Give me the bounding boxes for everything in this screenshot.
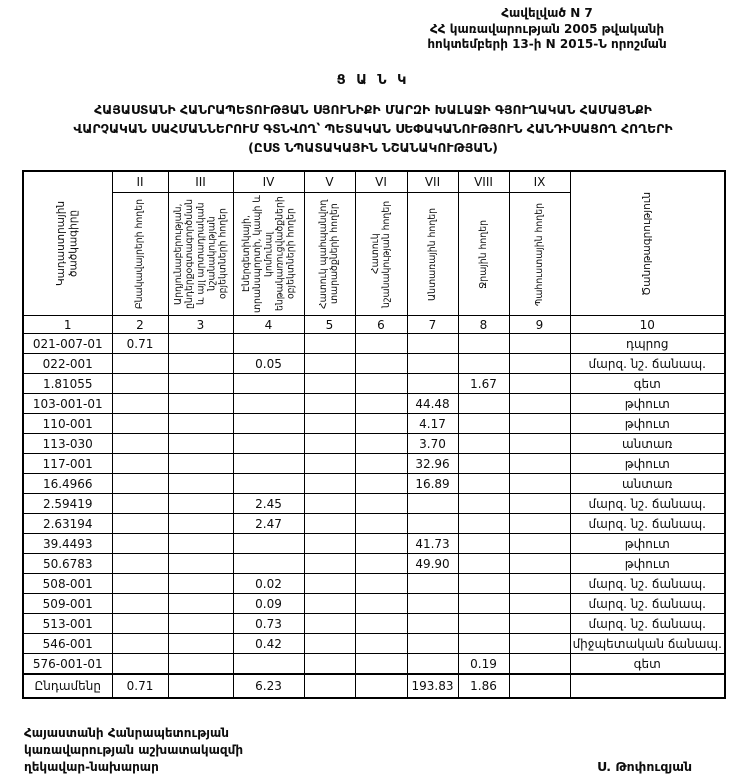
note-cell: մարզ. նշ. ճանապ. bbox=[570, 574, 725, 594]
value-cell bbox=[304, 614, 355, 634]
total-value-cell bbox=[570, 674, 725, 698]
value-cell bbox=[509, 394, 570, 414]
note-cell: թփուտ bbox=[570, 554, 725, 574]
column-number: 4 bbox=[233, 316, 304, 334]
value-cell bbox=[509, 534, 570, 554]
value-cell bbox=[355, 534, 407, 554]
value-cell bbox=[112, 534, 168, 554]
column-number-row bbox=[23, 316, 725, 334]
column-header bbox=[509, 193, 570, 316]
value-cell bbox=[509, 414, 570, 434]
value-cell: 0.73 bbox=[233, 614, 304, 634]
value-cell bbox=[304, 414, 355, 434]
value-cell bbox=[407, 514, 458, 534]
table-row bbox=[23, 334, 725, 354]
title-line: ՀԱՅԱՍՏԱՆԻ ՀԱՆՐԱՊԵՏՈՒԹՅԱՆ ՍՅՈՒՆԻՔԻ ՄԱՐԶԻ ԽԱԼԱՋԻ ԳՅՈՒՂԱԿԱՆ ՀԱՄԱՅՆՔԻ bbox=[94, 101, 652, 117]
vertical-text: Էներգետիկայի, տրանսպորտի, կապի և կոմունալ ենթակառուցվածքների օբյեկտների հողեր bbox=[240, 195, 297, 314]
value-cell bbox=[304, 594, 355, 614]
note-cell: անտառ bbox=[570, 474, 725, 494]
value-cell bbox=[112, 494, 168, 514]
value-cell: 44.48 bbox=[407, 394, 458, 414]
value-cell bbox=[233, 334, 304, 354]
note-cell: թփուտ bbox=[570, 454, 725, 474]
value-cell bbox=[355, 614, 407, 634]
table-row bbox=[23, 374, 725, 394]
table-row bbox=[23, 594, 725, 614]
value-cell bbox=[355, 634, 407, 654]
value-cell: 0.19 bbox=[458, 654, 509, 675]
cadastral-code-cell: 508-001 bbox=[23, 574, 112, 594]
value-cell: 32.96 bbox=[407, 454, 458, 474]
cadastral-code-cell: 546-001 bbox=[23, 634, 112, 654]
note-cell: միջպետական ճանապ. bbox=[570, 634, 725, 654]
cadastral-code-cell: 1.81055 bbox=[23, 374, 112, 394]
total-value-cell bbox=[168, 674, 233, 698]
value-cell bbox=[458, 354, 509, 374]
cadastral-code-cell: 022-001 bbox=[23, 354, 112, 374]
value-cell bbox=[304, 494, 355, 514]
cadastral-code-cell: 513-001 bbox=[23, 614, 112, 634]
value-cell bbox=[112, 474, 168, 494]
vertical-text-wrap bbox=[24, 172, 112, 315]
value-cell bbox=[509, 554, 570, 574]
value-cell bbox=[458, 454, 509, 474]
value-cell bbox=[168, 554, 233, 574]
value-cell bbox=[509, 454, 570, 474]
value-cell bbox=[168, 454, 233, 474]
total-value-cell: 6.23 bbox=[233, 674, 304, 698]
value-cell bbox=[168, 634, 233, 654]
signature-name: Ս. Թոփուզյան bbox=[597, 758, 692, 774]
signatory-title bbox=[24, 725, 243, 775]
column-header bbox=[233, 193, 304, 316]
value-cell bbox=[168, 334, 233, 354]
value-cell: 3.70 bbox=[407, 434, 458, 454]
value-cell bbox=[112, 454, 168, 474]
cadastral-code-cell: 103-001-01 bbox=[23, 394, 112, 414]
value-cell bbox=[458, 614, 509, 634]
value-cell bbox=[355, 334, 407, 354]
value-cell bbox=[458, 534, 509, 554]
vertical-text-wrap bbox=[234, 193, 304, 315]
value-cell: 0.09 bbox=[233, 594, 304, 614]
value-cell bbox=[168, 374, 233, 394]
table-row bbox=[23, 394, 725, 414]
value-cell bbox=[458, 554, 509, 574]
value-cell bbox=[112, 434, 168, 454]
value-cell bbox=[509, 514, 570, 534]
value-cell bbox=[233, 394, 304, 414]
table-row bbox=[23, 494, 725, 514]
value-cell bbox=[458, 634, 509, 654]
cadastral-code-cell: 2.63194 bbox=[23, 514, 112, 534]
value-cell bbox=[233, 434, 304, 454]
note-cell: դպրոց bbox=[570, 334, 725, 354]
value-cell bbox=[233, 374, 304, 394]
value-cell bbox=[509, 634, 570, 654]
value-cell bbox=[168, 354, 233, 374]
value-cell bbox=[304, 374, 355, 394]
title-line: (ԸՍՏ ՆՊԱՏԱԿԱՅԻՆ ՆՇԱՆԱԿՈՒԹՅԱՆ) bbox=[248, 140, 498, 156]
column-number: 3 bbox=[168, 316, 233, 334]
value-cell bbox=[233, 414, 304, 434]
value-cell bbox=[233, 474, 304, 494]
value-cell bbox=[458, 474, 509, 494]
note-cell: մարզ. նշ. ճանապ. bbox=[570, 594, 725, 614]
value-cell bbox=[304, 574, 355, 594]
column-number: 5 bbox=[304, 316, 355, 334]
vertical-text: Հատուկ պահպանվող տարածքների հողեր bbox=[318, 199, 341, 310]
vertical-text-wrap bbox=[305, 193, 355, 315]
table-row bbox=[23, 534, 725, 554]
value-cell bbox=[168, 574, 233, 594]
note-cell: թփուտ bbox=[570, 394, 725, 414]
value-cell bbox=[233, 454, 304, 474]
value-cell bbox=[458, 414, 509, 434]
cadastral-code-cell: 110-001 bbox=[23, 414, 112, 434]
value-cell: 0.05 bbox=[233, 354, 304, 374]
title-line: ՎԱՐՉԱԿԱՆ ՍԱՀՄԱՆՆԵՐՈՒՄ ԳՏՆՎՈՂ՝ ՊԵՏԱԿԱՆ ՍԵՓԱԿԱՆՈՒԹՅՈՒՆ ՀԱՆԴԻՍԱՑՈՂ ՀՈՂԵՐԻ bbox=[73, 121, 673, 136]
vertical-text-wrap bbox=[408, 193, 458, 315]
value-cell bbox=[458, 434, 509, 454]
value-cell bbox=[168, 654, 233, 675]
vertical-text-wrap bbox=[113, 193, 168, 315]
value-cell bbox=[304, 654, 355, 675]
value-cell bbox=[168, 594, 233, 614]
total-value-cell: 1.86 bbox=[458, 674, 509, 698]
value-cell: 16.89 bbox=[407, 474, 458, 494]
value-cell: 0.71 bbox=[112, 334, 168, 354]
note-cell: անտառ bbox=[570, 434, 725, 454]
value-cell bbox=[168, 414, 233, 434]
value-cell bbox=[355, 394, 407, 414]
value-cell bbox=[233, 554, 304, 574]
title-tag: Ց Ա Ն Կ bbox=[336, 72, 410, 88]
value-cell bbox=[112, 634, 168, 654]
vertical-text: Ջրային հողեր bbox=[477, 220, 489, 289]
vertical-text: Պահուստային հողեր bbox=[533, 202, 545, 306]
value-cell bbox=[304, 454, 355, 474]
value-cell bbox=[407, 494, 458, 514]
value-cell bbox=[458, 494, 509, 514]
value-cell bbox=[509, 614, 570, 634]
value-cell bbox=[304, 394, 355, 414]
signatory-line: ղեկավար-նախարար bbox=[24, 760, 159, 775]
column-number: 10 bbox=[570, 316, 725, 334]
signatory-line: կառավարության աշխատակազմի bbox=[24, 743, 244, 758]
value-cell bbox=[355, 654, 407, 675]
value-cell bbox=[112, 654, 168, 675]
value-cell bbox=[112, 614, 168, 634]
total-value-cell: 193.83 bbox=[407, 674, 458, 698]
value-cell bbox=[458, 394, 509, 414]
value-cell bbox=[112, 354, 168, 374]
value-cell bbox=[355, 554, 407, 574]
table-row bbox=[23, 474, 725, 494]
value-cell bbox=[355, 514, 407, 534]
value-cell bbox=[112, 594, 168, 614]
column-roman-numeral: IV bbox=[233, 171, 304, 193]
value-cell bbox=[509, 374, 570, 394]
value-cell bbox=[509, 434, 570, 454]
value-cell bbox=[112, 574, 168, 594]
value-cell: 49.90 bbox=[407, 554, 458, 574]
value-cell: 4.17 bbox=[407, 414, 458, 434]
column-header bbox=[112, 193, 168, 316]
column-number: 7 bbox=[407, 316, 458, 334]
value-cell bbox=[407, 634, 458, 654]
cadastral-code-cell: 50.6783 bbox=[23, 554, 112, 574]
note-cell: մարզ. նշ. ճանապ. bbox=[570, 494, 725, 514]
cadastral-code-cell: 117-001 bbox=[23, 454, 112, 474]
column-roman-numeral: IX bbox=[509, 171, 570, 193]
value-cell bbox=[168, 614, 233, 634]
value-cell bbox=[168, 474, 233, 494]
value-cell bbox=[304, 554, 355, 574]
table-row bbox=[23, 634, 725, 654]
value-cell bbox=[509, 654, 570, 675]
column-header bbox=[304, 193, 355, 316]
value-cell bbox=[112, 394, 168, 414]
value-cell bbox=[407, 354, 458, 374]
table-row bbox=[23, 554, 725, 574]
column-header bbox=[168, 193, 233, 316]
value-cell bbox=[458, 514, 509, 534]
table-row bbox=[23, 514, 725, 534]
total-value-cell bbox=[355, 674, 407, 698]
value-cell: 1.67 bbox=[458, 374, 509, 394]
total-label: Ընդամենը bbox=[23, 674, 112, 698]
value-cell bbox=[112, 554, 168, 574]
appendix-line: ՀՀ կառավարության 2005 թվականի bbox=[429, 21, 665, 36]
column-header bbox=[458, 193, 509, 316]
value-cell bbox=[304, 334, 355, 354]
column-number: 2 bbox=[112, 316, 168, 334]
column-header-cadastral-code bbox=[23, 171, 112, 316]
value-cell: 0.42 bbox=[233, 634, 304, 654]
table-row bbox=[23, 354, 725, 374]
value-cell bbox=[168, 494, 233, 514]
value-cell bbox=[458, 594, 509, 614]
value-cell bbox=[304, 514, 355, 534]
note-cell: գետ bbox=[570, 374, 725, 394]
value-cell bbox=[458, 574, 509, 594]
value-cell bbox=[304, 434, 355, 454]
cadastral-code-cell: 021-007-01 bbox=[23, 334, 112, 354]
column-number: 9 bbox=[509, 316, 570, 334]
value-cell: 2.47 bbox=[233, 514, 304, 534]
value-cell bbox=[458, 334, 509, 354]
cadastral-code-cell: 576-001-01 bbox=[23, 654, 112, 675]
column-roman-numeral: V bbox=[304, 171, 355, 193]
value-cell bbox=[355, 354, 407, 374]
appendix-line: հոկտեմբերի 13-ի N 2015-Ն որոշման bbox=[427, 37, 667, 52]
cadastral-code-cell: 113-030 bbox=[23, 434, 112, 454]
land-category-table bbox=[22, 170, 726, 699]
document-page bbox=[22, 0, 724, 776]
value-cell bbox=[509, 494, 570, 514]
total-value-cell: 0.71 bbox=[112, 674, 168, 698]
vertical-text: Անտառային հողեր bbox=[426, 207, 438, 301]
value-cell bbox=[407, 334, 458, 354]
value-cell bbox=[355, 454, 407, 474]
value-cell bbox=[355, 574, 407, 594]
column-number: 6 bbox=[355, 316, 407, 334]
total-value-cell bbox=[304, 674, 355, 698]
document-footer bbox=[22, 725, 724, 775]
value-cell bbox=[168, 434, 233, 454]
appendix-line: Հավելված N 7 bbox=[501, 6, 593, 20]
value-cell bbox=[407, 614, 458, 634]
value-cell bbox=[304, 354, 355, 374]
vertical-text-wrap bbox=[169, 193, 233, 315]
column-header-note bbox=[570, 171, 725, 316]
vertical-text: Ծանոթագրություն bbox=[640, 192, 653, 296]
vertical-text-wrap bbox=[356, 193, 407, 315]
column-roman-numeral: VII bbox=[407, 171, 458, 193]
column-number: 1 bbox=[23, 316, 112, 334]
vertical-text: Հատուկ նշանակության հողեր bbox=[369, 200, 392, 308]
vertical-text-wrap bbox=[571, 172, 725, 315]
total-value-cell bbox=[509, 674, 570, 698]
note-cell: մարզ. նշ. ճանապ. bbox=[570, 514, 725, 534]
column-roman-numeral: VI bbox=[355, 171, 407, 193]
vertical-text: Կադաստրային ծածկագիրը bbox=[55, 201, 80, 287]
cadastral-code-cell: 2.59419 bbox=[23, 494, 112, 514]
value-cell bbox=[355, 474, 407, 494]
value-cell bbox=[355, 414, 407, 434]
appendix-reference bbox=[352, 6, 742, 53]
value-cell bbox=[509, 334, 570, 354]
value-cell bbox=[355, 434, 407, 454]
note-cell: թփուտ bbox=[570, 414, 725, 434]
table-row bbox=[23, 414, 725, 434]
cadastral-code-cell: 16.4966 bbox=[23, 474, 112, 494]
table-row bbox=[23, 614, 725, 634]
value-cell: 2.45 bbox=[233, 494, 304, 514]
value-cell bbox=[168, 394, 233, 414]
column-roman-numeral: III bbox=[168, 171, 233, 193]
value-cell bbox=[509, 354, 570, 374]
value-cell bbox=[304, 634, 355, 654]
table-row bbox=[23, 654, 725, 675]
value-cell bbox=[407, 594, 458, 614]
value-cell bbox=[509, 574, 570, 594]
column-number: 8 bbox=[458, 316, 509, 334]
signatory-line: Հայաստանի Հանրապետության bbox=[24, 726, 229, 741]
column-roman-numeral: VIII bbox=[458, 171, 509, 193]
note-cell: մարզ. նշ. ճանապ. bbox=[570, 354, 725, 374]
value-cell bbox=[407, 574, 458, 594]
cadastral-code-cell: 509-001 bbox=[23, 594, 112, 614]
vertical-text: Բնակավայրերի հողեր bbox=[134, 199, 146, 310]
column-header bbox=[407, 193, 458, 316]
table-row bbox=[23, 574, 725, 594]
value-cell bbox=[407, 374, 458, 394]
note-cell: գետ bbox=[570, 654, 725, 675]
value-cell bbox=[112, 514, 168, 534]
value-cell bbox=[355, 594, 407, 614]
table-row bbox=[23, 434, 725, 454]
column-header bbox=[355, 193, 407, 316]
document-title bbox=[22, 73, 724, 158]
column-roman-numeral: II bbox=[112, 171, 168, 193]
value-cell bbox=[168, 514, 233, 534]
value-cell bbox=[407, 654, 458, 675]
value-cell bbox=[112, 414, 168, 434]
value-cell bbox=[168, 534, 233, 554]
value-cell bbox=[304, 474, 355, 494]
value-cell bbox=[233, 654, 304, 675]
header-roman-row bbox=[23, 171, 725, 193]
vertical-text-wrap bbox=[459, 193, 509, 315]
value-cell bbox=[112, 374, 168, 394]
total-row bbox=[23, 674, 725, 698]
table-row bbox=[23, 454, 725, 474]
value-cell bbox=[355, 374, 407, 394]
note-cell: մարզ. նշ. ճանապ. bbox=[570, 614, 725, 634]
value-cell bbox=[233, 534, 304, 554]
vertical-text: Արդյունաբերության, ընդերքօգտագործման և այլ արտադրական նշանակության օբյեկտների հողեր bbox=[172, 199, 229, 310]
value-cell bbox=[509, 594, 570, 614]
value-cell: 0.02 bbox=[233, 574, 304, 594]
cadastral-code-cell: 39.4493 bbox=[23, 534, 112, 554]
value-cell: 41.73 bbox=[407, 534, 458, 554]
note-cell: թփուտ bbox=[570, 534, 725, 554]
value-cell bbox=[509, 474, 570, 494]
vertical-text-wrap bbox=[510, 193, 570, 315]
value-cell bbox=[304, 534, 355, 554]
value-cell bbox=[355, 494, 407, 514]
